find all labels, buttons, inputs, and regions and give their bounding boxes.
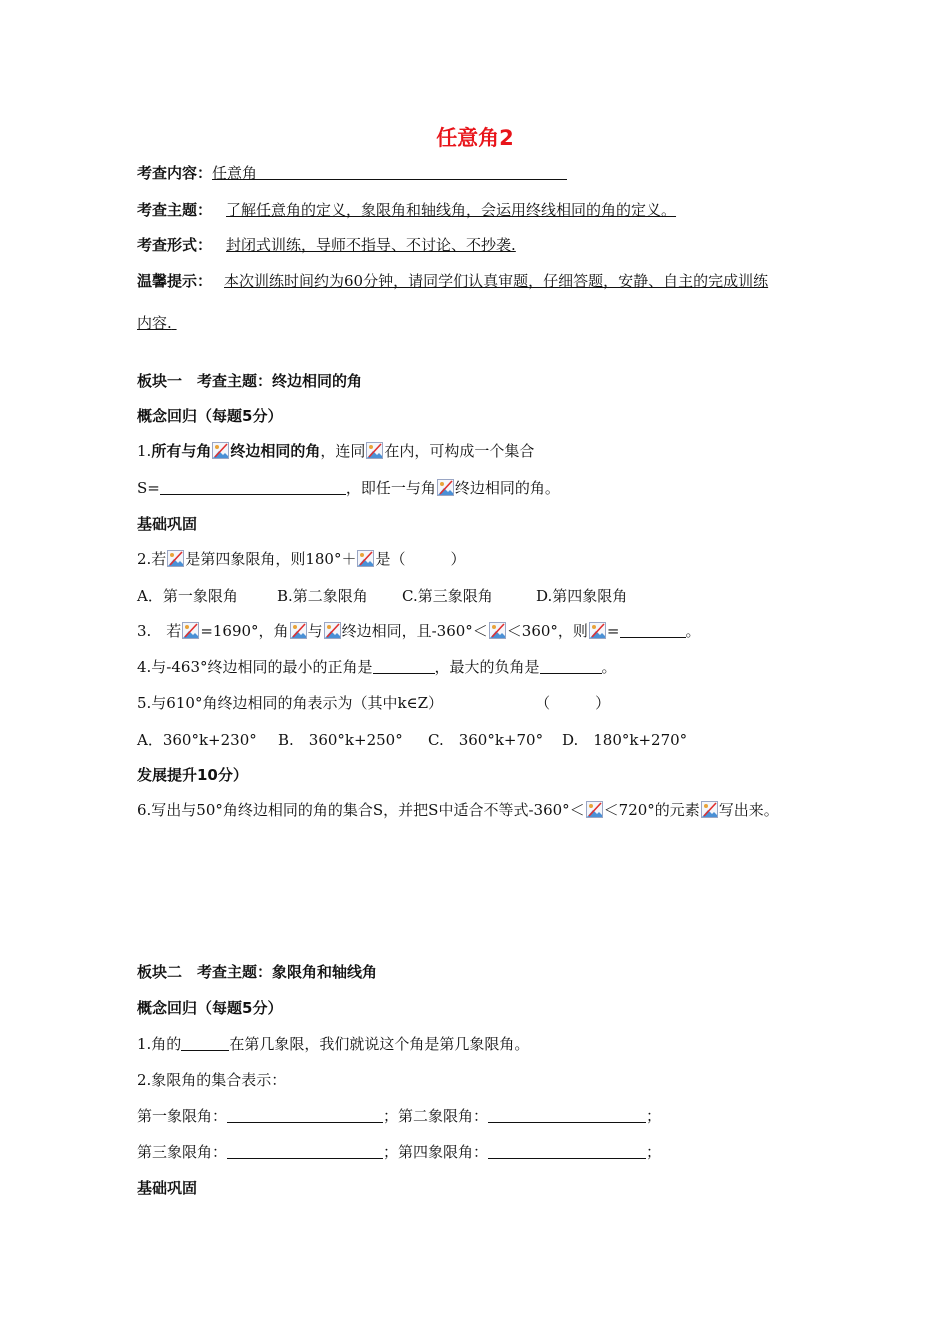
s1-q1-text-e: ，即任一与角 <box>345 479 436 497</box>
s1-q4-blank-2[interactable] <box>540 657 602 674</box>
tip-line-2 <box>137 312 184 334</box>
s1-q2-option-a[interactable]: A．第一象限角 <box>137 587 238 605</box>
section2-basic: 基础巩固 <box>137 1179 198 1197</box>
broken-image-icon <box>182 622 199 639</box>
s2-quad1-label: 第一象限角： <box>137 1107 228 1125</box>
s1-question-1-cont <box>137 477 560 499</box>
tip-label: 温馨提示： <box>137 272 213 290</box>
s1-q1-text-f: 终边相同的角。 <box>454 479 560 497</box>
section1-concept: 概念回归（每题5分） <box>137 407 283 425</box>
content-underline <box>257 163 567 180</box>
s1-q2-text-b: 是第四象限角，则180°＋ <box>185 550 357 568</box>
s2-semicolon: ； <box>383 1143 399 1161</box>
s2-semicolon: ； <box>646 1107 662 1125</box>
section1-heading: 板块一 考查主题：终边相同的角 <box>137 372 363 390</box>
theme-label: 考查主题： <box>137 201 213 219</box>
broken-image-icon <box>324 622 341 639</box>
s1-question-2-options <box>137 585 627 607</box>
s2-question-1 <box>137 1033 529 1055</box>
s2-quad1-blank[interactable] <box>227 1106 383 1123</box>
s1-q1-blank[interactable] <box>160 478 346 495</box>
s1-question-5-options <box>137 729 687 751</box>
s1-q2-option-d[interactable]: D.第四象限角 <box>536 587 628 605</box>
s1-q6-text-c: 写出来。 <box>718 801 779 819</box>
s1-q2-option-c[interactable]: C.第三象限角 <box>402 587 493 605</box>
s2-quadrant-row-2 <box>137 1141 661 1163</box>
s1-q5-option-c[interactable]: C. 360°k+70° <box>428 731 544 749</box>
theme-line <box>137 199 676 221</box>
s1-question-3 <box>137 620 701 642</box>
s1-question-6 <box>137 799 779 821</box>
form-label: 考查形式： <box>137 236 213 254</box>
content-value: 任意角 <box>212 164 258 182</box>
s1-q5-paren: （ ） <box>535 694 611 712</box>
s1-q3-text-a: 3. 若 <box>137 622 182 640</box>
s1-question-4 <box>137 656 617 678</box>
s1-q3-blank[interactable] <box>620 621 686 638</box>
s1-q3-text-b: =1690°，角 <box>200 622 289 640</box>
s1-q4-blank-1[interactable] <box>373 657 435 674</box>
s2-quadrant-row-1 <box>137 1105 661 1127</box>
section2-concept: 概念回归（每题5分） <box>137 999 283 1017</box>
s2-quad2-label: 第二象限角： <box>398 1107 489 1125</box>
s1-q5-option-b[interactable]: B. 360°k+250° <box>278 731 403 749</box>
s2-quad3-label: 第三象限角： <box>137 1143 228 1161</box>
s1-q5-option-d[interactable]: D. 180°k+270° <box>562 731 688 749</box>
broken-image-icon <box>290 622 307 639</box>
s1-q4-text-b: ，最大的负角是 <box>434 658 540 676</box>
s2-quad3-blank[interactable] <box>227 1142 383 1159</box>
s2-quad4-blank[interactable] <box>488 1142 646 1159</box>
s1-q1-text-d: 在内，可构成一个集合 <box>384 442 535 460</box>
page-title: 任意角2 <box>436 126 514 150</box>
content-line <box>137 162 567 184</box>
s2-quad2-blank[interactable] <box>488 1106 646 1123</box>
s1-q3-text-d: 终边相同，且-360°＜ <box>341 622 488 640</box>
s1-question-5 <box>137 692 610 714</box>
section2-heading: 板块二 考查主题：象限角和轴线角 <box>137 963 378 981</box>
broken-image-icon <box>489 622 506 639</box>
s1-q1-text-c: ，连同 <box>320 442 366 460</box>
s1-q1-set-label: S= <box>137 479 160 497</box>
s1-q1-text-a: 所有与角 <box>151 442 212 460</box>
s1-q3-text-f: = <box>606 622 620 640</box>
s1-q6-text-a: 6.写出与50°角终边相同的角的集合S，并把S中适合不等式-360°＜ <box>137 801 585 819</box>
content-label: 考查内容： <box>137 164 213 182</box>
broken-image-icon <box>586 801 603 818</box>
s2-semicolon: ； <box>383 1107 399 1125</box>
s1-q3-text-c: 与 <box>307 622 323 640</box>
broken-image-icon <box>212 442 229 459</box>
section1-develop: 发展提升10分） <box>137 766 248 784</box>
section1-basic: 基础巩固 <box>137 515 198 533</box>
s1-q1-number: 1. <box>137 442 152 460</box>
tip-value-1: 本次训练时间约为60分钟，请同学们认真审题，仔细答题，安静、自主的完成训练 <box>224 272 769 290</box>
s1-q2-option-b[interactable]: B.第二象限角 <box>277 587 368 605</box>
s2-q1-blank[interactable] <box>181 1034 229 1051</box>
s2-quad4-label: 第四象限角： <box>398 1143 489 1161</box>
broken-image-icon <box>366 442 383 459</box>
s1-q5-text: 5.与610°角终边相同的角表示为（其中k∈Z） <box>137 694 444 712</box>
s1-q3-text-g: 。 <box>685 622 701 640</box>
s1-q6-text-b: ＜720°的元素 <box>603 801 700 819</box>
s1-q5-option-a[interactable]: A．360°k+230° <box>137 731 257 749</box>
s1-q1-text-b: 终边相同的角 <box>230 442 321 460</box>
s2-question-2: 2.象限角的集合表示： <box>137 1071 287 1089</box>
s1-q2-text-c: 是（ ） <box>375 550 466 568</box>
s1-q2-text-a: 2.若 <box>137 550 167 568</box>
s2-q1-text-b: 在第几象限，我们就说这个角是第几象限角。 <box>229 1035 530 1053</box>
form-line <box>137 234 516 256</box>
broken-image-icon <box>589 622 606 639</box>
broken-image-icon <box>167 550 184 567</box>
broken-image-icon <box>437 479 454 496</box>
theme-value: 了解任意角的定义，象限角和轴线角，会运用终线相同的角的定义。 <box>226 201 677 219</box>
s2-q1-text-a: 1.角的 <box>137 1035 182 1053</box>
tip-line-1 <box>137 270 768 292</box>
tip-value-2: 内容. <box>137 314 172 332</box>
s1-q3-text-e: ＜360°，则 <box>506 622 588 640</box>
s1-q4-text-c: 。 <box>601 658 617 676</box>
form-value: 封闭式训练，导师不指导、不讨论、不抄袭. <box>226 236 516 254</box>
broken-image-icon <box>357 550 374 567</box>
s1-question-2 <box>137 548 465 570</box>
s1-q4-text-a: 4.与-463°终边相同的最小的正角是 <box>137 658 373 676</box>
broken-image-icon <box>701 801 718 818</box>
s2-semicolon: ； <box>646 1143 662 1161</box>
s1-question-1 <box>137 440 534 462</box>
